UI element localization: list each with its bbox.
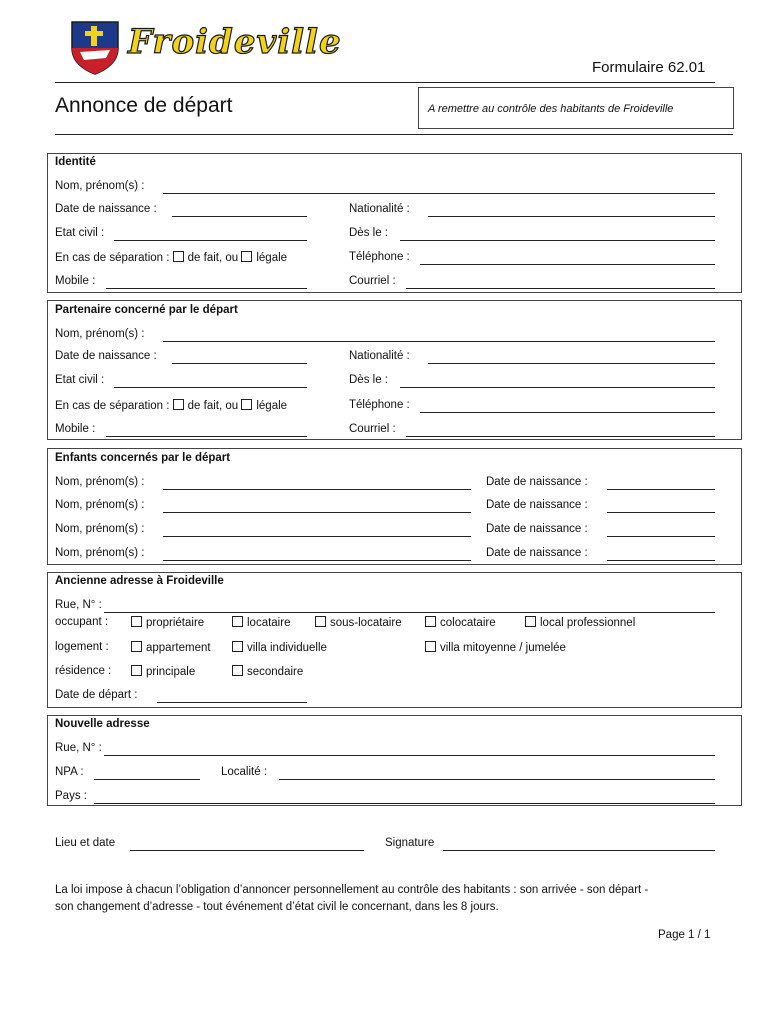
- legale-label: légale: [256, 400, 288, 412]
- des-le-field[interactable]: [400, 240, 715, 241]
- instruction-note: A remettre au contrôle des habitants de Froideville: [428, 103, 674, 115]
- etat-civil-field[interactable]: [114, 240, 307, 241]
- lieu-date-field[interactable]: [130, 850, 364, 851]
- option-sous-locataire[interactable]: [315, 616, 402, 629]
- npa-field[interactable]: [94, 779, 200, 780]
- nom-field[interactable]: [163, 341, 715, 342]
- label-rue: Rue, N° :: [55, 599, 102, 611]
- option-villa-individuelle[interactable]: [232, 641, 327, 654]
- child-date-label: Date de naissance :: [486, 523, 588, 535]
- option-principale[interactable]: [131, 665, 195, 678]
- label-localite: Localité :: [221, 766, 268, 778]
- header-divider-bottom: [55, 134, 733, 135]
- colocataire-checkbox[interactable]: [425, 616, 436, 627]
- rue-field[interactable]: [104, 755, 715, 756]
- option-villa-mitoyenne[interactable]: [425, 641, 566, 654]
- de-fait-checkbox[interactable]: [173, 399, 184, 410]
- child-nom-label: Nom, prénom(s) :: [55, 476, 145, 488]
- label-mobile: Mobile :: [55, 423, 96, 435]
- locataire-checkbox[interactable]: [232, 616, 243, 627]
- villa-individuelle-checkbox[interactable]: [232, 641, 243, 652]
- label-signature: Signature: [385, 837, 435, 849]
- logo: [66, 18, 342, 76]
- label-date-naissance: Date de naissance :: [55, 203, 157, 215]
- option-label: villa mitoyenne / jumelée: [440, 642, 566, 654]
- option-proprietaire[interactable]: [131, 616, 204, 629]
- des-le-field[interactable]: [400, 387, 715, 388]
- section-ancienne-adresse: [47, 572, 742, 708]
- option-local-professionnel[interactable]: [525, 616, 635, 629]
- label-date-depart: Date de départ :: [55, 689, 138, 701]
- child-nom-field[interactable]: [163, 512, 471, 513]
- label-pays: Pays :: [55, 790, 87, 802]
- child-date-field[interactable]: [607, 512, 715, 513]
- option-label: local professionnel: [540, 617, 636, 629]
- child-nom-field[interactable]: [163, 536, 471, 537]
- sous-locataire-checkbox[interactable]: [315, 616, 326, 627]
- separation-label: En cas de séparation :: [55, 252, 170, 264]
- label-logement: logement :: [55, 641, 109, 653]
- section-heading: Nouvelle adresse: [55, 718, 150, 730]
- courriel-field[interactable]: [406, 288, 715, 289]
- date-depart-field[interactable]: [157, 702, 307, 703]
- label-residence: résidence :: [55, 665, 112, 677]
- pays-field[interactable]: [94, 803, 715, 804]
- label-des-le: Dès le :: [349, 374, 388, 386]
- option-appartement[interactable]: [131, 641, 211, 654]
- signature-field[interactable]: [443, 850, 715, 851]
- nationalite-field[interactable]: [428, 363, 715, 364]
- page-title: Annonce de départ: [55, 94, 233, 117]
- principale-checkbox[interactable]: [131, 665, 142, 676]
- telephone-field[interactable]: [420, 412, 715, 413]
- logo-text: Froideville: [128, 22, 342, 62]
- child-date-field[interactable]: [607, 560, 715, 561]
- mobile-field[interactable]: [106, 436, 307, 437]
- label-nom: Nom, prénom(s) :: [55, 180, 145, 192]
- legal-notice-line-1: La loi impose à chacun l’obligation d’annoncer personnellement au contrôle des habitants : son arrivée - son départ -: [55, 884, 649, 896]
- child-nom-field[interactable]: [163, 489, 471, 490]
- option-label: principale: [146, 666, 196, 678]
- section-heading: Partenaire concerné par le départ: [55, 304, 238, 316]
- telephone-field[interactable]: [420, 264, 715, 265]
- label-courriel: Courriel :: [349, 423, 396, 435]
- legale-checkbox[interactable]: [241, 399, 252, 410]
- label-nationalite: Nationalité :: [349, 350, 410, 362]
- page-number: Page 1 / 1: [658, 929, 711, 941]
- option-locataire[interactable]: [232, 616, 290, 629]
- child-nom-field[interactable]: [163, 560, 471, 561]
- etat-civil-field[interactable]: [114, 387, 307, 388]
- date-naissance-field[interactable]: [172, 363, 307, 364]
- secondaire-checkbox[interactable]: [232, 665, 243, 676]
- label-telephone: Téléphone :: [349, 399, 410, 411]
- label-npa: NPA :: [55, 766, 84, 778]
- section-nouvelle-adresse: [47, 715, 742, 806]
- de-fait-checkbox[interactable]: [173, 251, 184, 262]
- instruction-box: [418, 87, 734, 129]
- child-date-field[interactable]: [607, 536, 715, 537]
- section-enfants: [47, 448, 742, 565]
- option-label: villa individuelle: [247, 642, 327, 654]
- label-nationalite: Nationalité :: [349, 203, 410, 215]
- option-secondaire[interactable]: [232, 665, 303, 678]
- option-label: secondaire: [247, 666, 304, 678]
- label-separation: [55, 399, 287, 412]
- section-identite: [47, 153, 742, 293]
- legale-label: légale: [256, 252, 288, 264]
- child-date-label: Date de naissance :: [486, 476, 588, 488]
- child-nom-label: Nom, prénom(s) :: [55, 499, 145, 511]
- separation-label: En cas de séparation :: [55, 400, 170, 412]
- localite-field[interactable]: [279, 779, 715, 780]
- de-fait-label: de fait, ou: [187, 400, 239, 412]
- label-lieu-date: Lieu et date: [55, 837, 116, 849]
- child-date-label: Date de naissance :: [486, 547, 588, 559]
- option-colocataire[interactable]: [425, 616, 496, 629]
- villa-mitoyenne-checkbox[interactable]: [425, 641, 436, 652]
- child-date-label: Date de naissance :: [486, 499, 588, 511]
- nationalite-field[interactable]: [428, 216, 715, 217]
- legale-checkbox[interactable]: [241, 251, 252, 262]
- option-label: colocataire: [440, 617, 496, 629]
- label-etat-civil: Etat civil :: [55, 227, 105, 239]
- section-heading: Enfants concernés par le départ: [55, 452, 231, 464]
- mobile-field[interactable]: [106, 288, 307, 289]
- section-partenaire: [47, 300, 742, 440]
- option-label: sous-locataire: [330, 617, 402, 629]
- child-nom-label: Nom, prénom(s) :: [55, 547, 145, 559]
- courriel-field[interactable]: [406, 436, 715, 437]
- label-rue: Rue, N° :: [55, 742, 102, 754]
- option-label: locataire: [247, 617, 291, 629]
- section-heading: Ancienne adresse à Froideville: [55, 575, 224, 587]
- header-divider-top: [55, 82, 715, 83]
- rue-field[interactable]: [104, 612, 715, 613]
- appartement-checkbox[interactable]: [131, 641, 142, 652]
- label-occupant: occupant :: [55, 616, 109, 628]
- child-date-field[interactable]: [607, 489, 715, 490]
- option-label: propriétaire: [146, 617, 205, 629]
- option-label: appartement: [146, 642, 211, 654]
- label-mobile: Mobile :: [55, 275, 96, 287]
- legal-notice-line-2: son changement d’adresse - tout événement d’état civil le concernant, dans les 8 jours.: [55, 901, 499, 913]
- label-courriel: Courriel :: [349, 275, 396, 287]
- proprietaire-checkbox[interactable]: [131, 616, 142, 627]
- label-des-le: Dès le :: [349, 227, 388, 239]
- date-naissance-field[interactable]: [172, 216, 307, 217]
- de-fait-label: de fait, ou: [187, 252, 239, 264]
- label-telephone: Téléphone :: [349, 251, 410, 263]
- section-heading: Identité: [55, 156, 96, 168]
- label-nom: Nom, prénom(s) :: [55, 328, 145, 340]
- label-separation: [55, 251, 287, 264]
- form-number: Formulaire 62.01: [592, 59, 706, 76]
- child-nom-label: Nom, prénom(s) :: [55, 523, 145, 535]
- nom-field[interactable]: [163, 193, 715, 194]
- local-professionnel-checkbox[interactable]: [525, 616, 536, 627]
- label-date-naissance: Date de naissance :: [55, 350, 157, 362]
- label-etat-civil: Etat civil :: [55, 374, 105, 386]
